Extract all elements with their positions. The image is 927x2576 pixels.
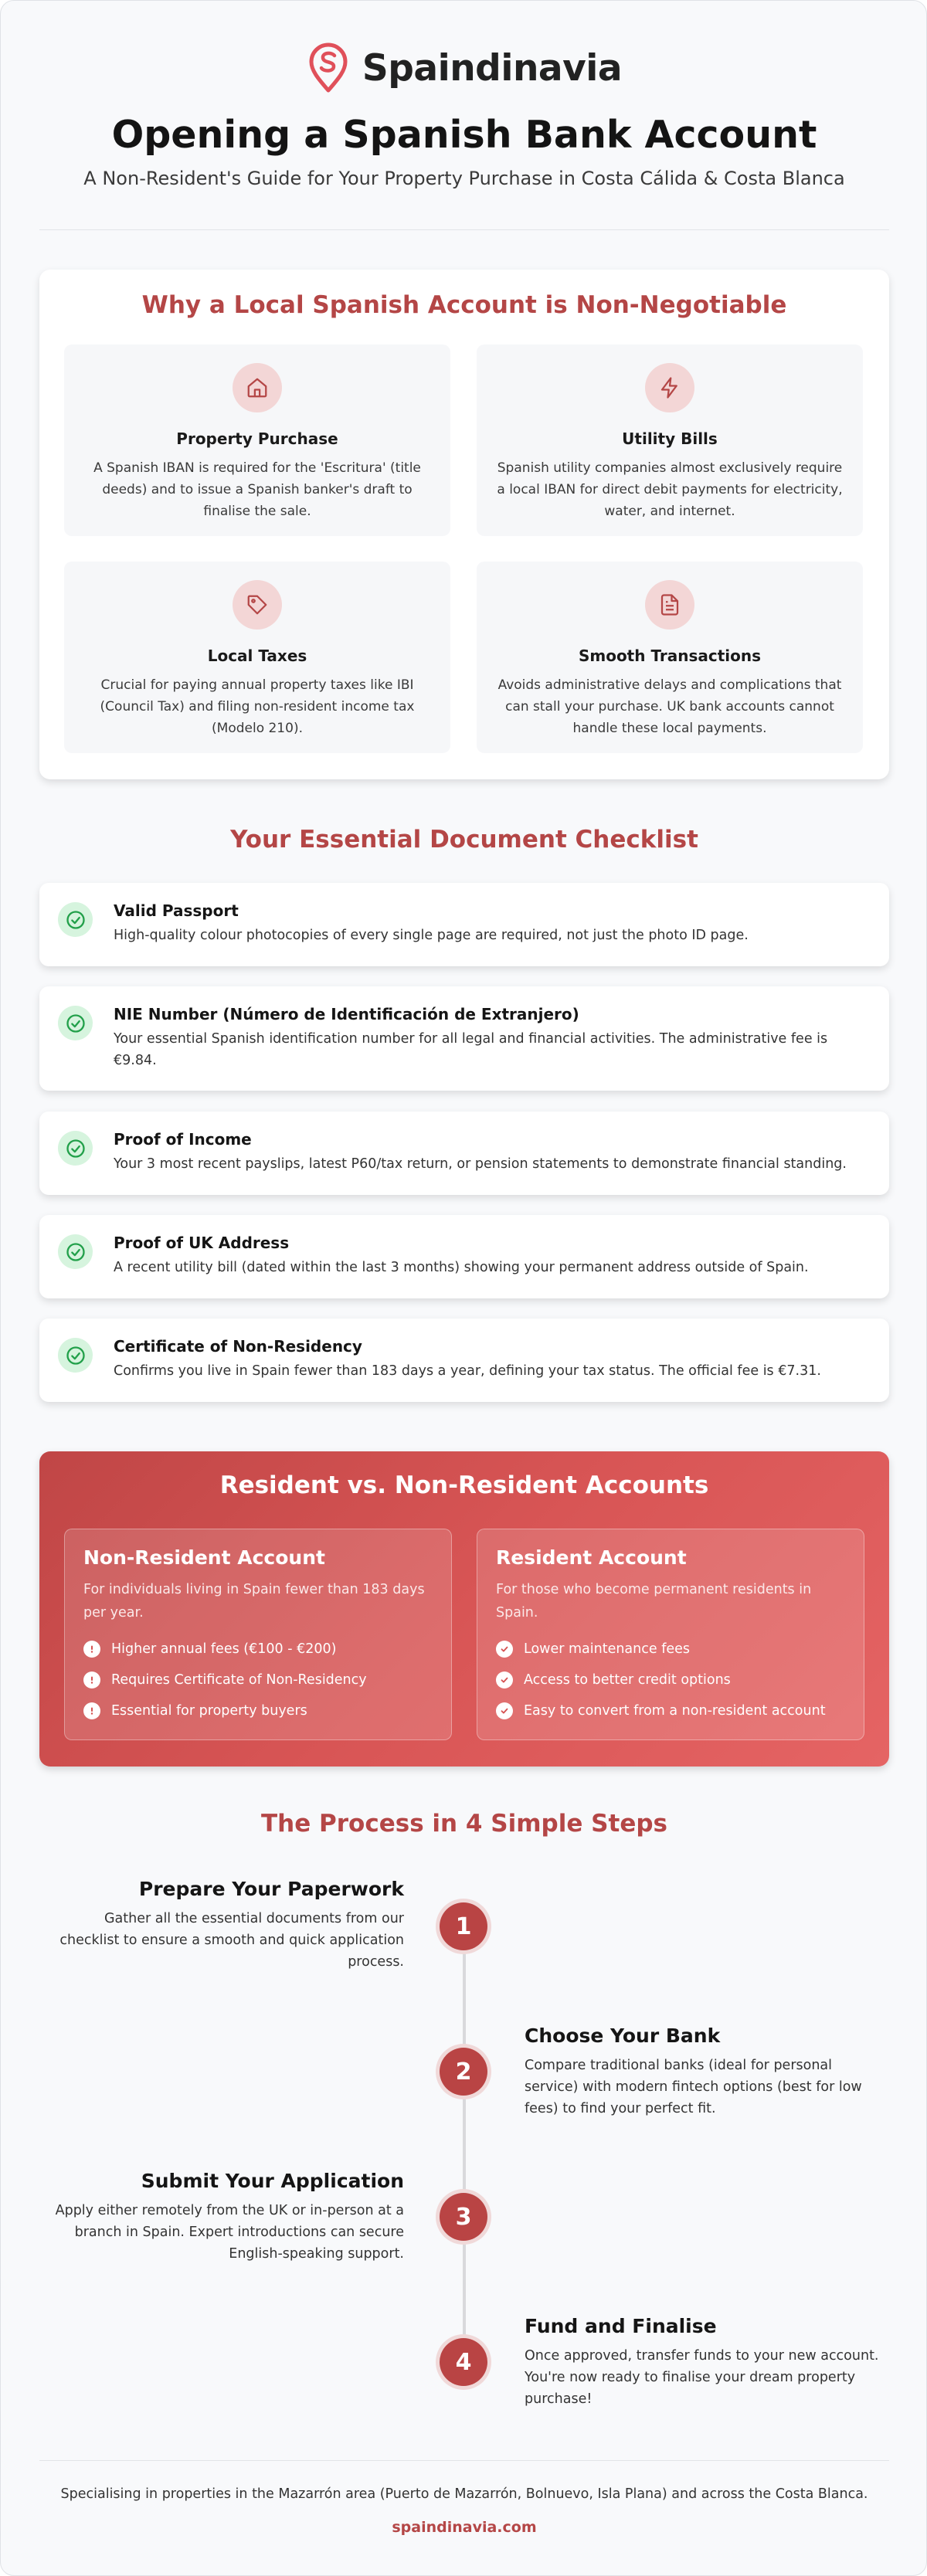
step-title: Fund and Finalise [525, 2315, 717, 2337]
process-section-title: The Process in 4 Simple Steps [261, 1810, 667, 1838]
home-icon [233, 363, 282, 412]
account-point-text: Essential for property buyers [111, 1703, 307, 1719]
step-title: Submit Your Application [141, 2170, 404, 2192]
checklist-item-title: Proof of Income [114, 1130, 252, 1149]
account-point-text: Lower maintenance fees [524, 1641, 691, 1657]
process-step-3 [41, 2170, 404, 2265]
checklist-item-text: Confirms you live in Spain fewer than 183 days a year, defining your tax status. The official fee is €7.31. [114, 1363, 821, 1379]
feature-text: Crucial for paying annual property taxes like IBI (Council Tax) and filing non-resident income tax (Modelo 210). [100, 677, 415, 736]
non-resident-account-box [64, 1529, 452, 1740]
step-text: Apply either remotely from the UK or in-person at a branch in Spain. Expert introductions can secure English-speaking support. [55, 2203, 404, 2262]
check-circle-icon [58, 902, 93, 937]
page-subtitle: A Non-Resident's Guide for Your Property Purchase in Costa Cálida & Costa Blanca [83, 168, 845, 189]
check-icon [496, 1641, 513, 1658]
check-circle-icon [58, 1131, 93, 1166]
account-point [83, 1665, 433, 1695]
step-text: Compare traditional banks (ideal for personal service) with modern fintech options (best for low fees) to find your perfect fit. [525, 2058, 862, 2116]
step-title: Choose Your Bank [525, 2024, 721, 2047]
check-circle-icon [58, 1234, 93, 1269]
checklist-item-title: NIE Number (Número de Identificación de Extranjero) [114, 1005, 579, 1023]
account-point [496, 1695, 845, 1726]
checklist-item-nie [39, 986, 889, 1091]
process-step-2 [525, 2024, 888, 2120]
step-text: Once approved, transfer funds to your new account. You're now ready to finalise your dream property purchase! [525, 2348, 879, 2407]
website-link[interactable]: spaindinavia.com [392, 2519, 537, 2536]
feature-title: Utility Bills [622, 429, 718, 448]
feature-smooth-transactions [477, 562, 863, 753]
step-number-4: 4 [440, 2338, 487, 2386]
account-description: For individuals living in Spain fewer than 183 days per year. [83, 1582, 425, 1621]
checklist-item-title: Valid Passport [114, 901, 239, 920]
feature-text: Avoids administrative delays and complications that can stall your purchase. UK bank accounts cannot handle these local payments. [497, 677, 842, 736]
checklist-item-title: Certificate of Non-Residency [114, 1337, 362, 1356]
check-icon [496, 1702, 513, 1719]
feature-title: Smooth Transactions [578, 647, 762, 665]
accounts-section-title: Resident vs. Non-Resident Accounts [219, 1471, 709, 1499]
account-point [83, 1634, 433, 1665]
account-point-text: Easy to convert from a non-resident account [524, 1703, 826, 1719]
account-point-text: Higher annual fees (€100 - €200) [111, 1641, 337, 1657]
accounts-comparison-panel [39, 1451, 889, 1767]
feature-title: Property Purchase [176, 429, 338, 448]
page-title: Opening a Spanish Bank Account [111, 113, 817, 157]
document-icon [645, 580, 694, 630]
checklist-item-passport [39, 883, 889, 966]
step-number-2: 2 [440, 2048, 487, 2096]
feature-local-taxes [64, 562, 450, 753]
footer-text: Specialising in properties in the Mazarrón area (Puerto de Mazarrón, Bolnuevo, Isla Plana) and across the Costa Blanca. [60, 2486, 868, 2502]
why-section-title: Why a Local Spanish Account is Non-Negotiable [141, 291, 787, 319]
account-title: Non-Resident Account [83, 1546, 325, 1569]
feature-title: Local Taxes [207, 647, 307, 665]
account-point [496, 1665, 845, 1695]
feature-text: A Spanish IBAN is required for the 'Escritura' (title deeds) and to issue a Spanish banker's draft to finalise the sale. [93, 460, 421, 519]
account-point-text: Access to better credit options [524, 1672, 731, 1688]
checklist-item-uk-address [39, 1215, 889, 1298]
checklist-item-text: Your 3 most recent payslips, latest P60/tax return, or pension statements to demonstrate financial standing. [114, 1156, 847, 1172]
process-step-1 [41, 1878, 404, 1973]
feature-text: Spanish utility companies almost exclusively require a local IBAN for direct debit payments for electricity, water, and internet. [497, 460, 843, 519]
checklist-item-non-residency [39, 1319, 889, 1402]
checklist-section-title: Your Essential Document Checklist [230, 826, 698, 854]
process-step-4 [525, 2315, 888, 2410]
check-circle-icon [58, 1338, 93, 1373]
exclamation-icon [83, 1702, 100, 1719]
checklist-item-text: Your essential Spanish identification number for all legal and financial activities. The administrative fee is €9.84. [114, 1031, 828, 1068]
lightning-icon [645, 363, 694, 412]
brand-header [39, 41, 889, 95]
divider [39, 2460, 889, 2461]
exclamation-icon [83, 1672, 100, 1688]
account-description: For those who become permanent residents in Spain. [496, 1582, 812, 1621]
account-point [83, 1695, 433, 1726]
timeline-line [463, 1924, 466, 2364]
tag-icon [233, 580, 282, 630]
checklist-item-title: Proof of UK Address [114, 1234, 290, 1252]
exclamation-icon [83, 1641, 100, 1658]
step-title: Prepare Your Paperwork [138, 1878, 404, 1900]
step-number-3: 3 [440, 2193, 487, 2241]
why-section-card [39, 270, 889, 779]
check-circle-icon [58, 1006, 93, 1040]
location-pin-logo-icon [307, 42, 350, 93]
checklist-item-income [39, 1112, 889, 1195]
check-icon [496, 1672, 513, 1688]
feature-property-purchase [64, 344, 450, 536]
account-point [496, 1634, 845, 1665]
account-title: Resident Account [496, 1546, 687, 1569]
resident-account-box [477, 1529, 864, 1740]
step-text: Gather all the essential documents from our checklist to ensure a smooth and quick application process. [59, 1911, 404, 1970]
checklist-item-text: High-quality colour photocopies of every single page are required, not just the photo ID page. [114, 928, 749, 943]
logo-text: Spaindinavia [362, 46, 623, 90]
account-point-text: Requires Certificate of Non-Residency [111, 1672, 367, 1688]
feature-utility-bills [477, 344, 863, 536]
checklist-item-text: A recent utility bill (dated within the last 3 months) showing your permanent address outside of Spain. [114, 1260, 809, 1275]
step-number-1: 1 [440, 1902, 487, 1950]
divider [39, 229, 889, 230]
